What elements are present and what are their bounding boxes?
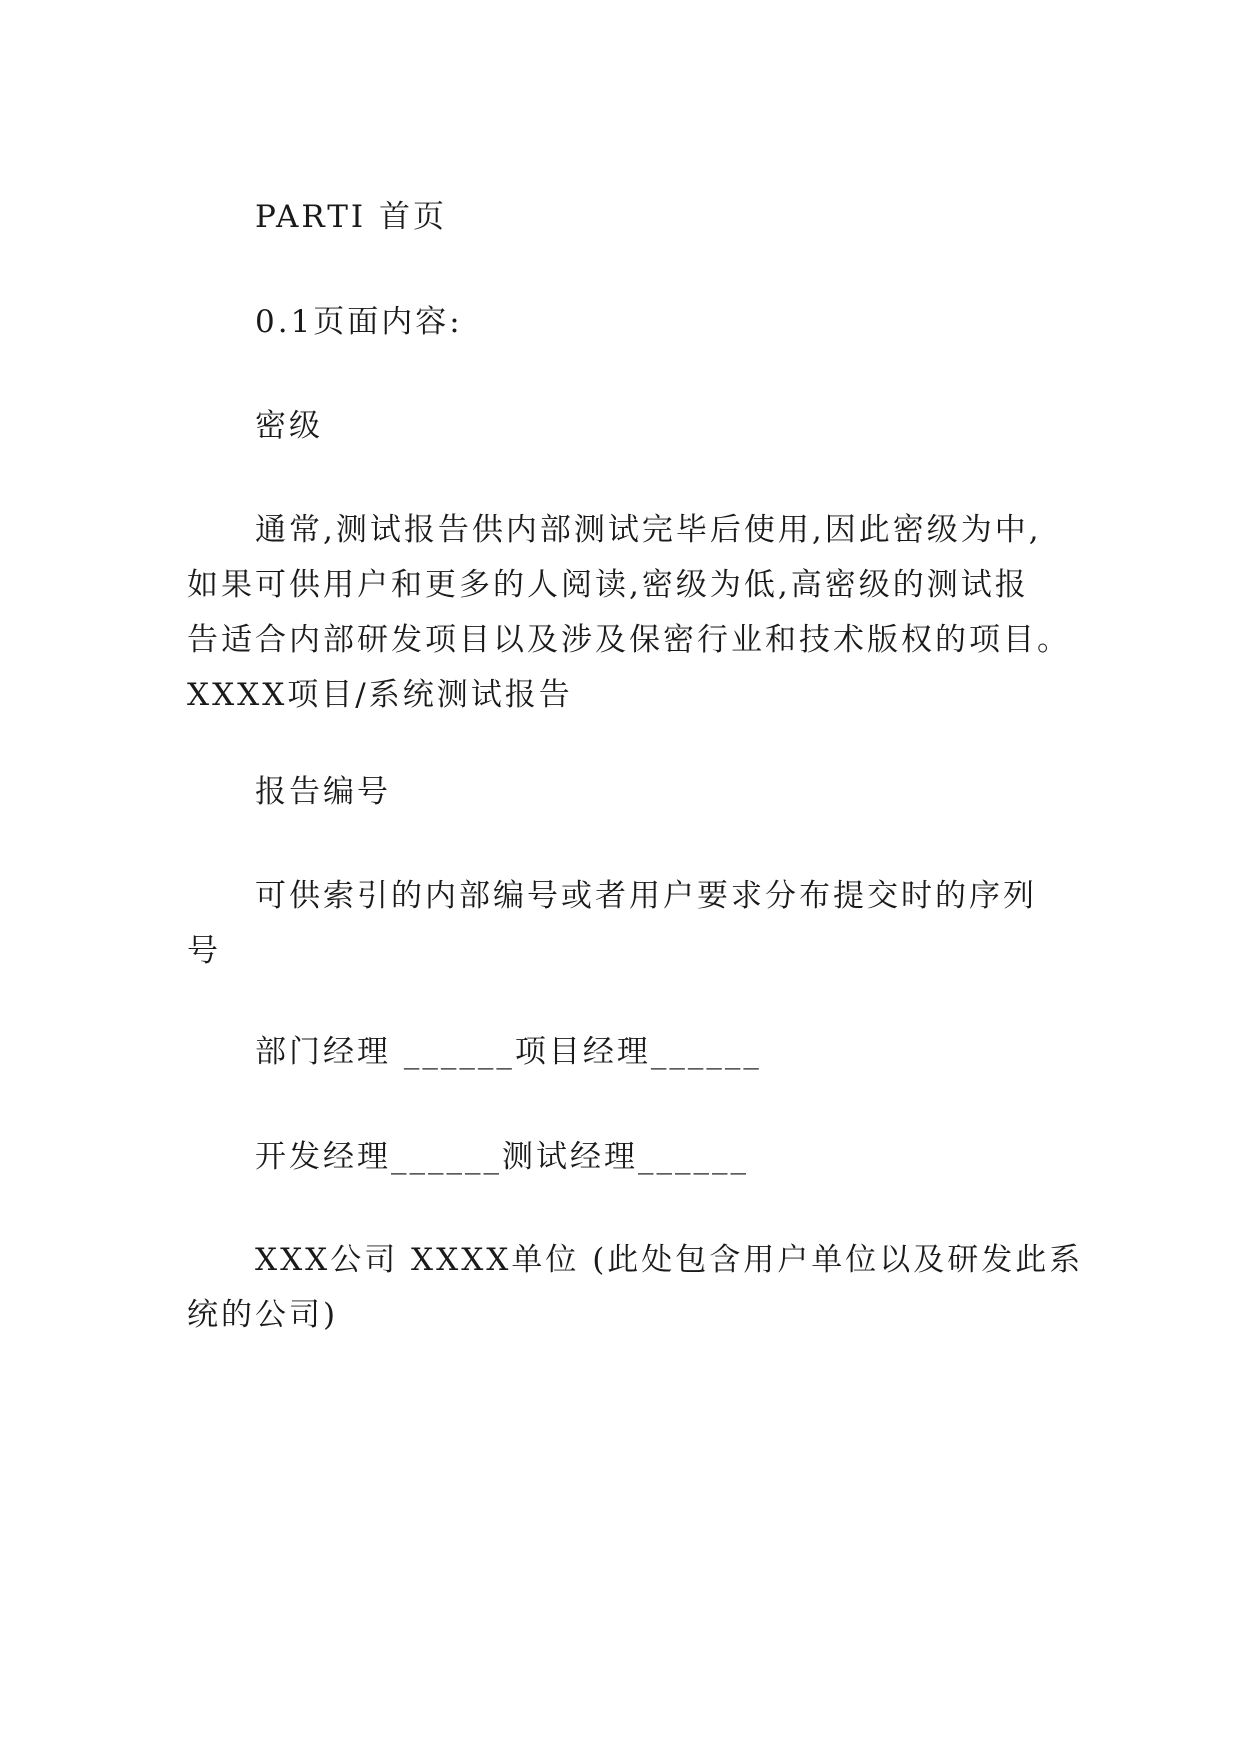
report-number-paragraph: [187, 869, 1067, 979]
company-paragraph: [187, 1233, 1084, 1343]
paragraph-line: XXXX项目/系统测试报告: [187, 677, 573, 713]
paragraph-line: 统的公司): [187, 1297, 339, 1333]
section-title: [187, 295, 1135, 350]
secret-level-label: [187, 399, 1135, 454]
paragraph-line: 通常,测试报告供内部测试完毕后使用,因此密级为中,: [255, 512, 1042, 548]
paragraph-line: 号: [187, 933, 221, 969]
signature-line-2-text: 开发经理______测试经理______: [255, 1139, 749, 1175]
paragraph-line: 如果可供用户和更多的人阅读,密级为低,高密级的测试报: [187, 567, 1029, 603]
part-heading-text: PARTⅠ 首页: [255, 199, 447, 235]
signature-line-1: [187, 1025, 1135, 1080]
report-number-label: [187, 765, 1135, 820]
secret-level-label-text: 密级: [255, 408, 323, 444]
paragraph-line: 可供索引的内部编号或者用户要求分布提交时的序列: [255, 878, 1037, 914]
section-title-text: 0.1页面内容:: [255, 304, 463, 340]
paragraph-line: XXX公司 XXXX单位 (此处包含用户单位以及研发此系: [255, 1242, 1084, 1278]
report-number-label-text: 报告编号: [255, 774, 391, 810]
signature-line-1-text: 部门经理 ______项目经理______: [255, 1034, 762, 1070]
secret-level-paragraph: [187, 503, 1071, 723]
paragraph-line: 告适合内部研发项目以及涉及保密行业和技术版权的项目。: [187, 622, 1071, 658]
signature-line-2: [187, 1130, 1135, 1185]
part-heading: [187, 190, 1135, 245]
